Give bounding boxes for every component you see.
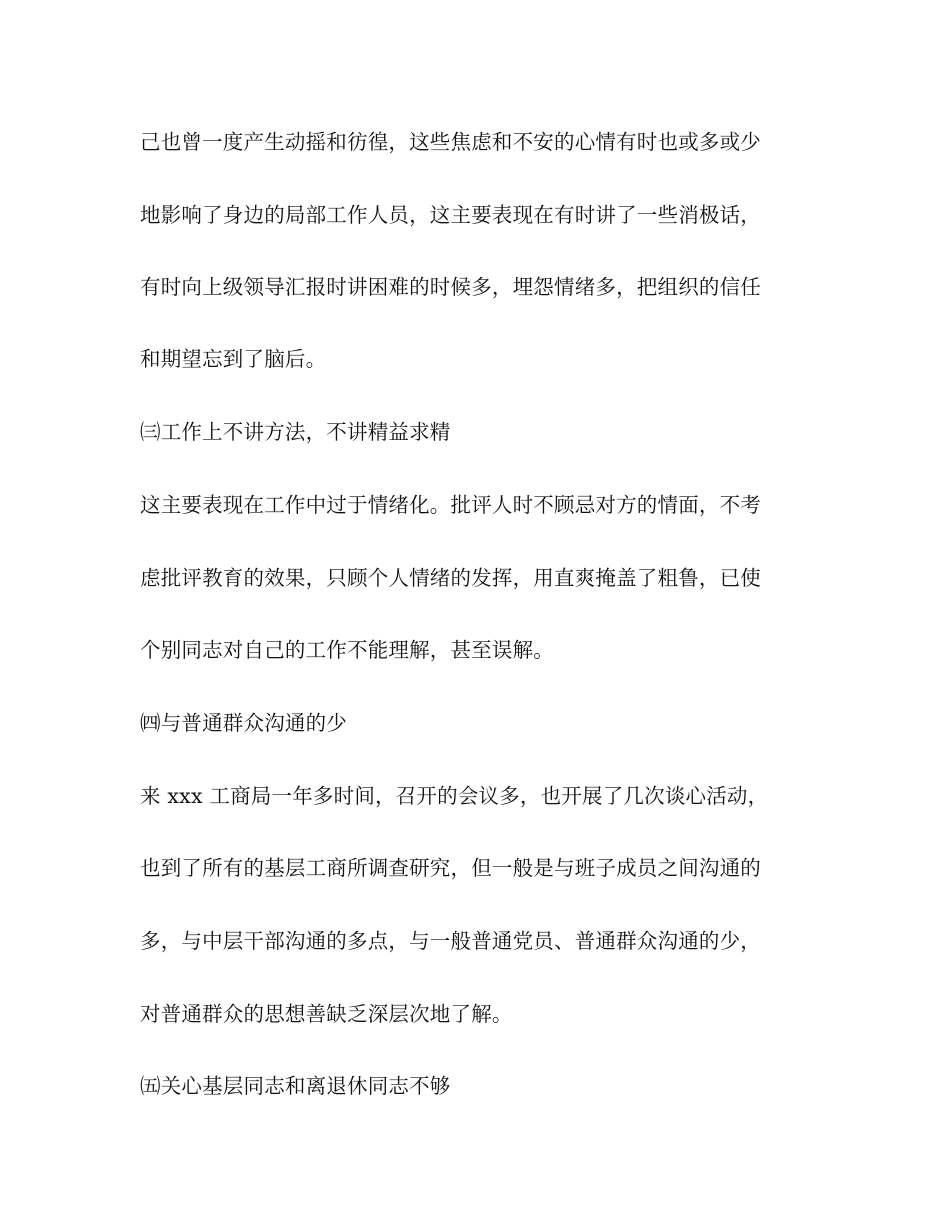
body-text-line: 地影响了身边的局部工作人员，这主要表现在有时讲了一些消极话， bbox=[140, 203, 761, 227]
section-heading-4: ㈣与普通群众沟通的少 bbox=[140, 711, 347, 735]
body-text-line: 和期望忘到了脑后。 bbox=[140, 347, 327, 371]
section-heading-3: ㈢工作上不讲方法，不讲精益求精 bbox=[140, 420, 451, 444]
body-text-line: 来 xxx 工商局一年多时间，召开的会议多，也开展了几次谈心活动， bbox=[140, 784, 769, 808]
section-heading-5: ㈤关心基层同志和离退休同志不够 bbox=[140, 1074, 451, 1098]
body-text-line: 对普通群众的思想善缺乏深层次地了解。 bbox=[140, 1002, 513, 1026]
body-text-line: 虑批评教育的效果，只顾个人情绪的发挥，用直爽掩盖了粗鲁，已使 bbox=[140, 566, 761, 590]
body-text-line: 这主要表现在工作中过于情绪化。批评人时不顾忌对方的情面，不考 bbox=[140, 493, 761, 517]
body-text-line: 也到了所有的基层工商所调查研究，但一般是与班子成员之间沟通的 bbox=[140, 856, 761, 880]
body-text-line: 个别同志对自己的工作不能理解，甚至误解。 bbox=[140, 638, 554, 662]
body-text-line: 多，与中层干部沟通的多点，与一般普通党员、普通群众沟通的少， bbox=[140, 929, 761, 953]
body-text-line: 己也曾一度产生动摇和彷徨，这些焦虑和不安的心情有时也或多或少 bbox=[140, 130, 761, 154]
body-text-line: 有时向上级领导汇报时讲困难的时候多，埋怨情绪多，把组织的信任 bbox=[140, 275, 761, 299]
